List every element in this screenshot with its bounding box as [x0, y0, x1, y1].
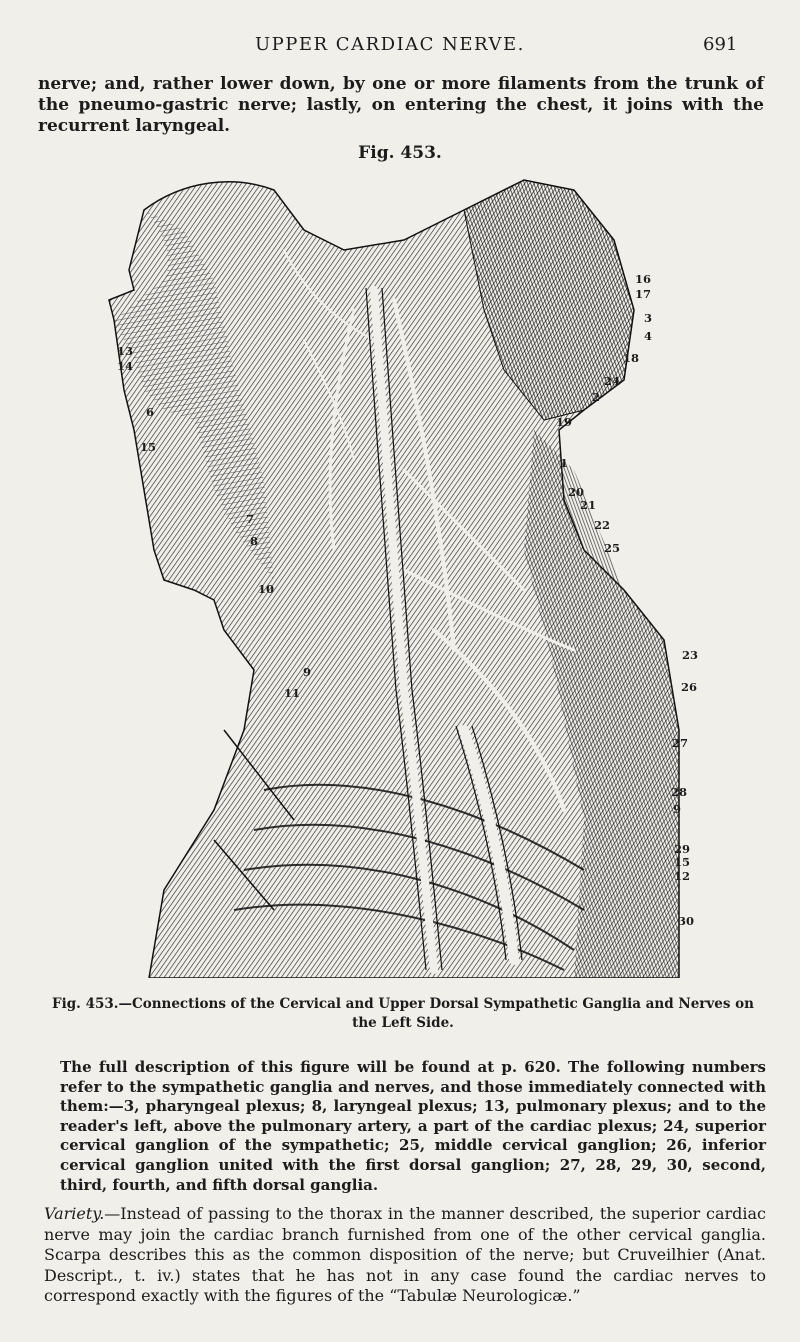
engraving-illustration [104, 170, 694, 978]
running-head [0, 30, 800, 60]
figure-number-label: 9 [303, 665, 312, 679]
variety-text: —Instead of passing to the thorax in the manner described, the superior cardiac nerve may join the cardiac branch furnished from one of the other cervical ganglia. Scarpa describes this as the common disposition of the nerve; but Cruveilhier (Anat. Descript., t. iv.) states that he has not in any case found the cardiac nerves to correspond exactly with the figures of the “Tabulæ Neurologicæ.” [44, 1204, 766, 1306]
figure-number-label: 13 [117, 344, 134, 358]
figure-number-label: 28 [671, 785, 688, 799]
figure-number-label: 16 [635, 272, 652, 286]
figure-number-label: 8 [250, 534, 259, 548]
figure-number-label: 24 [604, 374, 621, 388]
variety-lead: Variety. [44, 1204, 105, 1223]
figure-number-label: 25 [604, 541, 621, 555]
figure-number-label: 10 [258, 582, 275, 596]
figure-number-label: 26 [681, 680, 698, 694]
figure-number-label: 29 [674, 842, 691, 856]
intro-paragraph: nerve; and, rather lower down, by one or more filaments from the trunk of the pneumo-gastric nerve; lastly, on entering the chest, it joins with the recurrent laryngeal. [38, 74, 764, 136]
figure-number-label: 19 [556, 415, 573, 429]
figure-number-label: 11 [284, 686, 301, 700]
running-title: UPPER CARDIAC NERVE. [255, 34, 525, 55]
figure-number-label: 30 [678, 914, 695, 928]
variety-paragraph [44, 1204, 766, 1307]
figure-number-label: 7 [246, 512, 255, 526]
figure-number-label: 15 [674, 855, 691, 869]
figure-number-label: 3 [644, 311, 653, 325]
figure-number-label: 15 [140, 440, 157, 454]
figure-number-label: 4 [644, 329, 653, 343]
page-number: 691 [703, 34, 738, 55]
figure-number-label: 14 [117, 359, 134, 373]
figure-number-label: 1 [560, 456, 569, 470]
figure-number-label: 23 [682, 648, 699, 662]
figure-number-label: 2 [592, 390, 601, 404]
figure-caption-body: The full description of this figure will be found at p. 620. The following numbers refer to the sympathetic ganglia and nerves, and those immediately connected with them:—3, pharyngeal plexus; 8, laryngeal plexus; 13, pulmonary plexus; and to the reader's left, above the pulmonary artery, a part of the cardiac plexus; 24, superior cervical ganglion of the sympathetic; 25, middle cervical ganglion; 26, inferior cervical ganglion united with the first dorsal ganglion; 27, 28, 29, 30, second, third, fourth, and fifth dorsal ganglia. [60, 1058, 766, 1194]
figure-number-label: 21 [580, 498, 597, 512]
anatomical-engraving [104, 170, 699, 978]
figure-number-label: 20 [568, 485, 585, 499]
figure-number-label: 22 [594, 518, 611, 532]
figure-number-label: 18 [623, 351, 640, 365]
figure-number-label: 17 [635, 287, 652, 301]
figure-number-label: 12 [674, 869, 691, 883]
figure-number-label: 6 [146, 405, 155, 419]
figure-caption-title: Fig. 453.—Connections of the Cervical and Upper Dorsal Sympathetic Ganglia and Nerves on the Left Side. [52, 996, 754, 1031]
figure-label: Fig. 453. [358, 143, 442, 163]
figure-number-label: 27 [672, 736, 689, 750]
figure-number-label: 9 [673, 802, 682, 816]
